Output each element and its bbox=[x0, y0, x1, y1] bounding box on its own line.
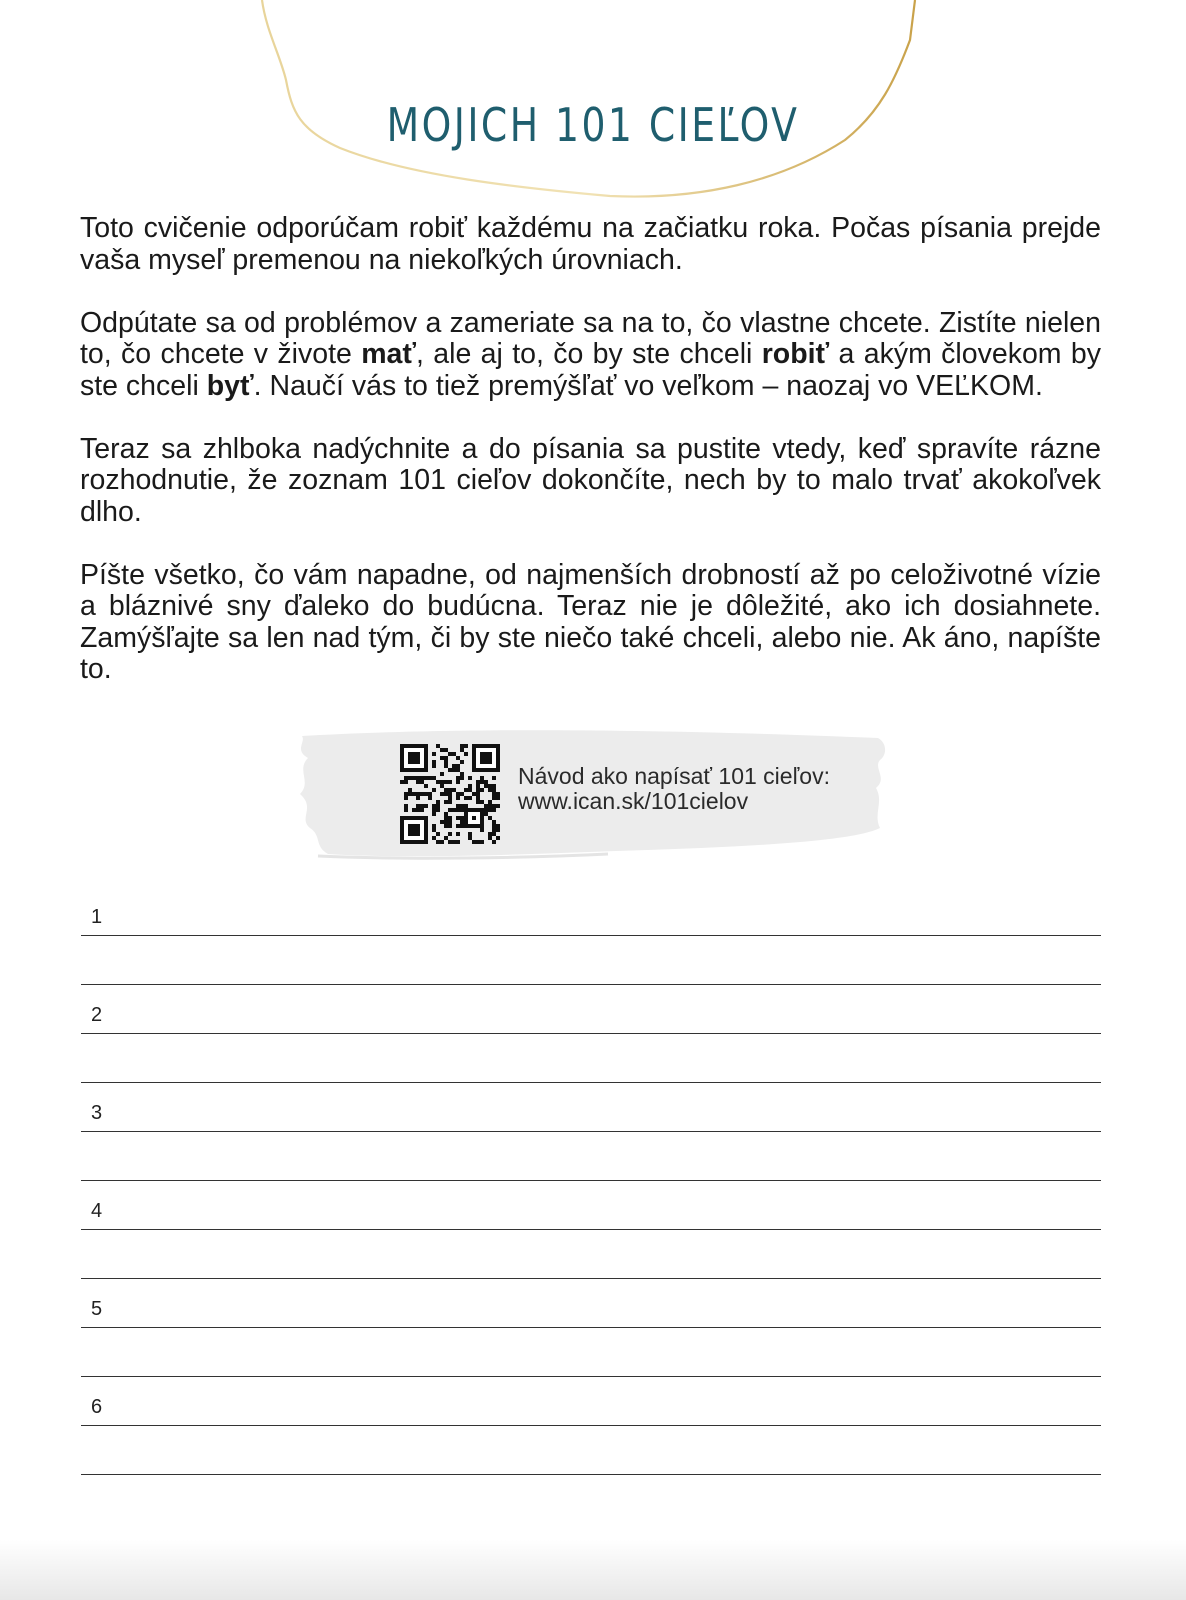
writing-line bbox=[81, 1229, 1101, 1230]
writing-line bbox=[81, 984, 1101, 985]
goal-entry[interactable] bbox=[81, 1378, 1101, 1476]
writing-line bbox=[81, 1425, 1101, 1426]
intro-p2-part: Odpútate sa od problémov a zameriate sa na to, čo vlastne chcete. Zistíte nielen to, čo chcete v živote bbox=[80, 306, 1101, 370]
intro-paragraph-2 bbox=[80, 308, 1101, 403]
goal-entry[interactable] bbox=[81, 888, 1101, 986]
intro-paragraph-3: Teraz sa zhlboka nadýchnite a do písania sa pustite vtedy, keď spravíte rázne rozhodnutie, že zoznam 101 cieľov dokončíte, nech by to malo trvať akokoľvek dlho. bbox=[80, 432, 1101, 528]
writing-line bbox=[81, 1376, 1101, 1377]
bold-mat: mať bbox=[361, 338, 417, 370]
writing-line bbox=[81, 1278, 1101, 1279]
intro-text bbox=[80, 213, 1101, 717]
writing-line bbox=[81, 1474, 1101, 1475]
bold-byt: byť bbox=[206, 369, 254, 402]
goal-number: 3 bbox=[91, 1102, 103, 1124]
bold-robit: robiť bbox=[761, 338, 830, 370]
qr-link[interactable]: www.ican.sk/101cielov bbox=[518, 788, 749, 814]
goal-number: 2 bbox=[91, 1004, 103, 1026]
writing-line bbox=[81, 1033, 1101, 1034]
goal-lines-list bbox=[81, 888, 1101, 1476]
goal-number: 5 bbox=[91, 1298, 103, 1320]
goal-entry[interactable] bbox=[81, 1084, 1101, 1182]
writing-line bbox=[81, 1082, 1101, 1083]
page-title: MOJICH 101 CIEĽOV bbox=[386, 98, 800, 152]
qr-caption bbox=[518, 764, 830, 814]
goal-number: 4 bbox=[91, 1200, 103, 1222]
intro-paragraph-1: Toto cvičenie odporúčam robiť každému na začiatku roka. Počas písania prejde vaša myseľ premenou na niekoľkých úrovniach. bbox=[80, 212, 1101, 276]
goal-entry[interactable] bbox=[81, 986, 1101, 1084]
writing-line bbox=[81, 1180, 1101, 1181]
writing-line bbox=[81, 935, 1101, 936]
goal-entry[interactable] bbox=[81, 1182, 1101, 1280]
writing-line bbox=[81, 1327, 1101, 1328]
writing-line bbox=[81, 1131, 1101, 1132]
qr-callout bbox=[288, 728, 898, 860]
goal-entry[interactable] bbox=[81, 1280, 1101, 1378]
intro-p2-part: . Naučí vás to tiež premýšľať vo veľkom – naozaj vo VEĽKOM. bbox=[253, 369, 1043, 402]
bottom-shadow bbox=[0, 1540, 1186, 1600]
intro-p2-part: , ale aj to, čo by ste chceli bbox=[416, 338, 762, 370]
goal-number: 1 bbox=[91, 906, 103, 928]
goal-number: 6 bbox=[91, 1396, 103, 1418]
qr-code-icon[interactable] bbox=[400, 744, 500, 844]
qr-caption-line-1: Návod ako napísať 101 cieľov: bbox=[518, 763, 830, 789]
intro-paragraph-4: Píšte všetko, čo vám napadne, od najmenších drobností až po celoživotné vízie a bláznivé sny ďaleko do budúcna. Teraz nie je dôležité, ako ich dosiahnete. Zamýšľajte sa len nad tým, či by ste niečo také chceli, alebo nie. Ak áno, napíšte to. bbox=[80, 558, 1101, 685]
intro-p2-part: a akým človekom by ste chceli bbox=[80, 338, 1101, 402]
